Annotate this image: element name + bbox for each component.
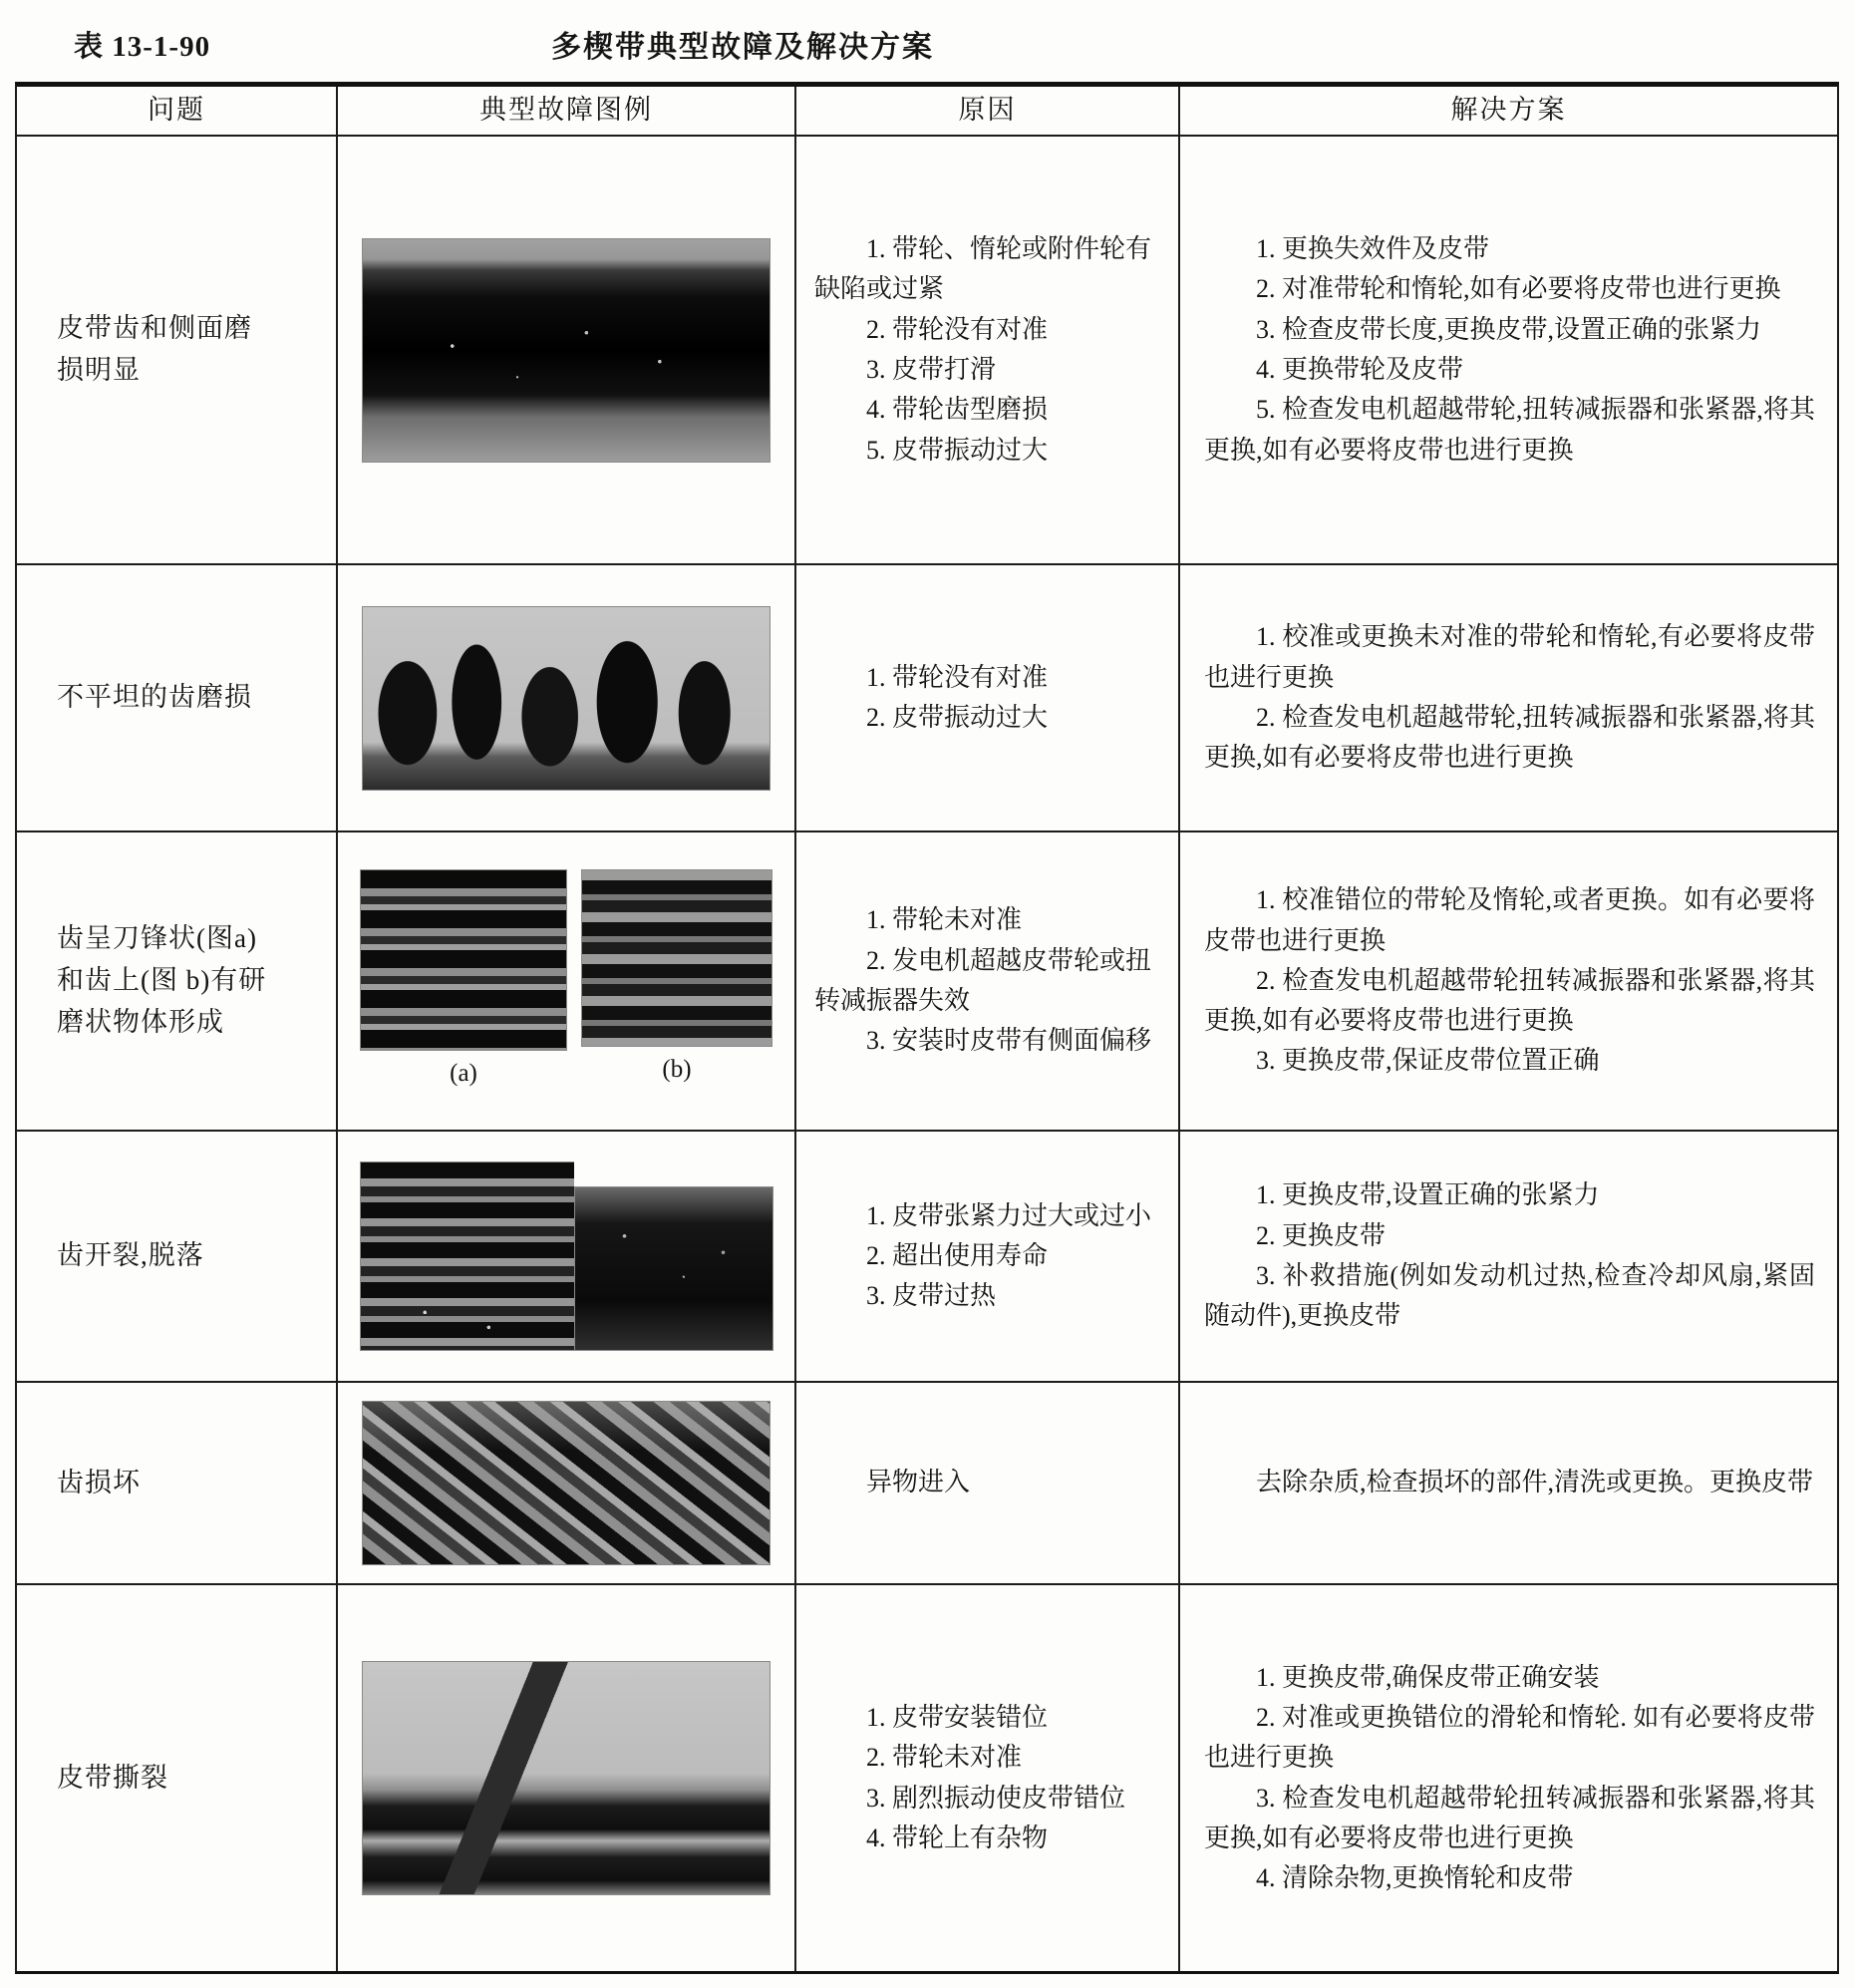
cause-item: 1. 带轮、惰轮或附件轮有缺陷或过紧 (814, 234, 1152, 304)
header-cause: 原因 (796, 87, 1180, 135)
cause-item: 4. 带轮上有杂物 (866, 1822, 1049, 1852)
causes-cell (796, 137, 1180, 563)
cause-item: 3. 皮带过热 (866, 1281, 997, 1311)
problem-text: 不平坦的齿磨损 (57, 682, 252, 713)
problem-text: 齿呈刀锋状(图a)和齿上(图 b)有研磨状物体形成 (57, 923, 267, 1037)
table-header-row (17, 87, 1837, 137)
figure-cell (338, 565, 796, 830)
figure-unit-a (360, 869, 567, 1094)
cause-item: 3. 剧烈振动使皮带错位 (866, 1783, 1126, 1813)
solutions-cell (1180, 1585, 1837, 1971)
figure-unit-b (581, 869, 772, 1090)
solution-item: 2. 检查发电机超越带轮,扭转减振器和张紧器,将其更换,如有必要将皮带也进行更换 (1204, 703, 1815, 773)
belt-tooth-and-side-wear-photo (362, 238, 771, 463)
solutions-cell (1180, 832, 1837, 1130)
solutions-cell (1180, 1132, 1837, 1381)
solutions-cell (1180, 565, 1837, 830)
solution-item: 1. 校准错位的带轮及惰轮,或者更换。如有必要将皮带也进行更换 (1204, 885, 1815, 955)
solution-item: 1. 校准或更换未对准的带轮和惰轮,有必要将皮带也进行更换 (1204, 622, 1815, 692)
torn-belt-photo (362, 1661, 771, 1895)
solution-item: 2. 对准带轮和惰轮,如有必要将皮带也进行更换 (1256, 274, 1781, 304)
uneven-tooth-wear-photo (362, 606, 771, 791)
figure-cell (338, 1132, 796, 1381)
solutions-cell (1180, 1383, 1837, 1583)
cause-item: 2. 皮带振动过大 (866, 703, 1049, 732)
figure-pair (360, 869, 772, 1094)
problem-cell (17, 565, 338, 830)
solution-item: 3. 检查发电机超越带轮扭转减振器和张紧器,将其更换,如有必要将皮带也进行更换 (1204, 1783, 1815, 1852)
solution-item: 4. 清除杂物,更换惰轮和皮带 (1256, 1863, 1574, 1893)
cause-item: 2. 超出使用寿命 (866, 1240, 1049, 1270)
figure-cell (338, 1383, 796, 1583)
table-row (17, 1585, 1837, 1971)
solution-item: 3. 补救措施(例如发动机过热,检查冷却风扇,紧固随动件),更换皮带 (1204, 1261, 1815, 1331)
cracked-teeth-photo-left (360, 1161, 574, 1351)
solution-item: 3. 检查皮带长度,更换皮带,设置正确的张紧力 (1256, 314, 1762, 344)
damaged-teeth-photo (362, 1401, 771, 1565)
problem-cell (17, 832, 338, 1130)
solution-item: 4. 更换带轮及皮带 (1256, 355, 1464, 384)
problem-cell (17, 137, 338, 563)
causes-cell (796, 565, 1180, 830)
table-row (17, 1383, 1837, 1585)
problem-text: 皮带齿和侧面磨损明显 (57, 313, 252, 385)
solution-item: 2. 检查发电机超越带轮扭转减振器和张紧器,将其更换,如有必要将皮带也进行更换 (1204, 965, 1815, 1036)
table-caption (0, 0, 1854, 82)
cause-item: 2. 发电机超越皮带轮或扭转减振器失效 (814, 945, 1152, 1015)
cause-item: 1. 皮带安装错位 (866, 1702, 1049, 1732)
table-row (17, 1132, 1837, 1383)
figure-cell (338, 1585, 796, 1971)
cause-item: 1. 带轮没有对准 (866, 662, 1049, 692)
cause-item: 3. 皮带打滑 (866, 355, 997, 384)
abrasive-deposit-photo-b (581, 869, 772, 1047)
header-solution: 解决方案 (1450, 95, 1567, 126)
header-problem: 问题 (17, 87, 338, 135)
cause-item: 3. 安装时皮带有侧面偏移 (866, 1026, 1152, 1056)
solution-item: 去除杂质,检查损坏的部件,清洗或更换。更换皮带 (1256, 1468, 1814, 1497)
problem-cell (17, 1132, 338, 1381)
cause-item: 1. 带轮未对准 (866, 905, 1023, 935)
problem-text: 齿开裂,脱落 (57, 1240, 204, 1271)
header-figure: 典型故障图例 (338, 87, 796, 135)
cause-item: 异物进入 (866, 1468, 971, 1497)
solutions-cell (1180, 137, 1837, 563)
solution-item: 1. 更换失效件及皮带 (1256, 234, 1490, 264)
causes-cell (796, 1585, 1180, 1971)
cause-item: 1. 皮带张紧力过大或过小 (866, 1200, 1152, 1230)
causes-cell (796, 1132, 1180, 1381)
problem-cell (17, 1383, 338, 1583)
figure-label-a: (a) (450, 1059, 477, 1087)
problem-cell (17, 1585, 338, 1971)
figure-split (360, 1161, 773, 1351)
problem-text: 皮带撕裂 (57, 1762, 168, 1793)
figure-cell (338, 832, 796, 1130)
page-title: 多楔带典型故障及解决方案 (551, 31, 934, 64)
solution-item: 5. 检查发电机超越带轮,扭转减振器和张紧器,将其更换,如有必要将皮带也进行更换 (1204, 395, 1815, 465)
cracked-teeth-photo-right (574, 1186, 773, 1351)
solution-item: 2. 对准或更换错位的滑轮和惰轮. 如有必要将皮带也进行更换 (1204, 1702, 1815, 1773)
cause-item: 5. 皮带振动过大 (866, 435, 1049, 465)
solution-item: 1. 更换皮带,确保皮带正确安装 (1256, 1662, 1600, 1692)
table-row (17, 137, 1837, 565)
problem-text: 齿损坏 (57, 1467, 141, 1497)
solution-item: 2. 更换皮带 (1256, 1220, 1387, 1250)
cause-item: 2. 带轮未对准 (866, 1743, 1023, 1773)
knife-edge-teeth-photo-a (360, 869, 567, 1051)
table-row (17, 565, 1837, 832)
cause-item: 2. 带轮没有对准 (866, 314, 1049, 344)
solution-item: 1. 更换皮带,设置正确的张紧力 (1256, 1180, 1600, 1210)
figure-cell (338, 137, 796, 563)
causes-cell (796, 832, 1180, 1130)
solution-item: 3. 更换皮带,保证皮带位置正确 (1256, 1046, 1600, 1076)
table-number-label: 表 13-1-90 (74, 31, 211, 63)
fault-solution-table (15, 82, 1839, 1974)
cause-item: 4. 带轮齿型磨损 (866, 395, 1049, 425)
figure-label-b: (b) (662, 1055, 692, 1083)
table-row (17, 832, 1837, 1132)
causes-cell (796, 1383, 1180, 1583)
